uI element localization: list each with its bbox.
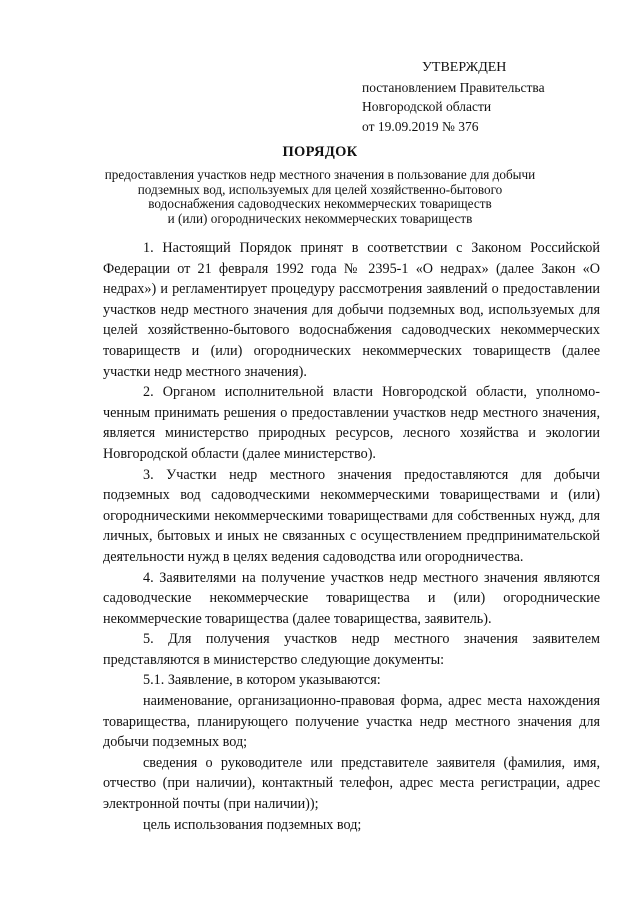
document-body [103,238,600,835]
list-item-head-info: сведения о руководителе или представителе заявителя (фамилия, имя, отчество (при наличии), контактный телефон, адрес места регистрации, адрес электронной почты (при наличии)); [103,754,600,813]
approval-line: Новгородской области [362,99,492,114]
subtitle-line: водоснабжения садоводческих некоммерческих товариществ [148,196,492,211]
list-item-name: наименование, организационно-правовая форма, адрес места нахождения товарищества, планирующего получение участка недр местного значения для добычи подземных вод; [103,693,600,751]
paragraph-5-1: 5.1. Заявление, в котором указываются: [143,672,381,689]
paragraph-2: 2. Органом исполнительной власти Новгородской области, уполномоченным принимать решения о предоставлении участков недр местного значения, является министерство природных ресурсов, лесного хозяйства и экологии Новгородской области (далее министерство). [103,384,600,462]
subtitle-line: подземных вод, используемых для целей хозяйственно-бытового [137,181,503,197]
paragraph-5: 5. Для получения участков недр местного значения заявителем представляются в министерство следующие документы: [103,631,600,668]
document-subtitle [100,168,540,226]
paragraph-1: 1. Настоящий Порядок принят в соответствии с Законом Российской Федерации от 21 февраля 1992 года № 2395-1 «О недрах» (далее Закон «О недрах») и регламентирует процедуру рассмотрения заявлений о предоставлении участков недр местного значения для добычи подземных вод, используемых для целей хозяйственно-бытового водоснабжения садоводческих некоммерческих товариществ и (или) огороднических некоммерческих товариществ (далее участки недр местного значения). [103,240,600,380]
document-title: ПОРЯДОК [282,144,358,160]
subtitle-line: предоставления участков недр местного значения в пользование для добычи [104,167,536,182]
approval-line: постановлением Правительства [362,79,545,95]
paragraph-4: 4. Заявителями на получение участков недр местного значения являются садоводческие некоммерческие товарищества и (или) огороднические некоммерческие товарищества (далее товарищества, заявитель). [103,569,600,627]
paragraph-3: 3. Участки недр местного значения предоставляются для добычи подземных вод садоводческими некоммерческими товариществами и (или) огородническими некоммерческими товариществами для собственных нужд, для личных, бытовых и иных не связанных с осуществлением предпринимательской деятельности нужд в целях ведения садоводства или огородничества. [103,466,600,565]
list-item-purpose: цель использования подземных вод; [143,816,362,833]
approval-date-line: от 19.09.2019 № 376 [362,118,479,134]
approval-stamp [362,58,545,136]
subtitle-line: и (или) огороднических некоммерческих товариществ [167,210,473,226]
approval-heading: УТВЕРЖДЕН [422,60,507,75]
